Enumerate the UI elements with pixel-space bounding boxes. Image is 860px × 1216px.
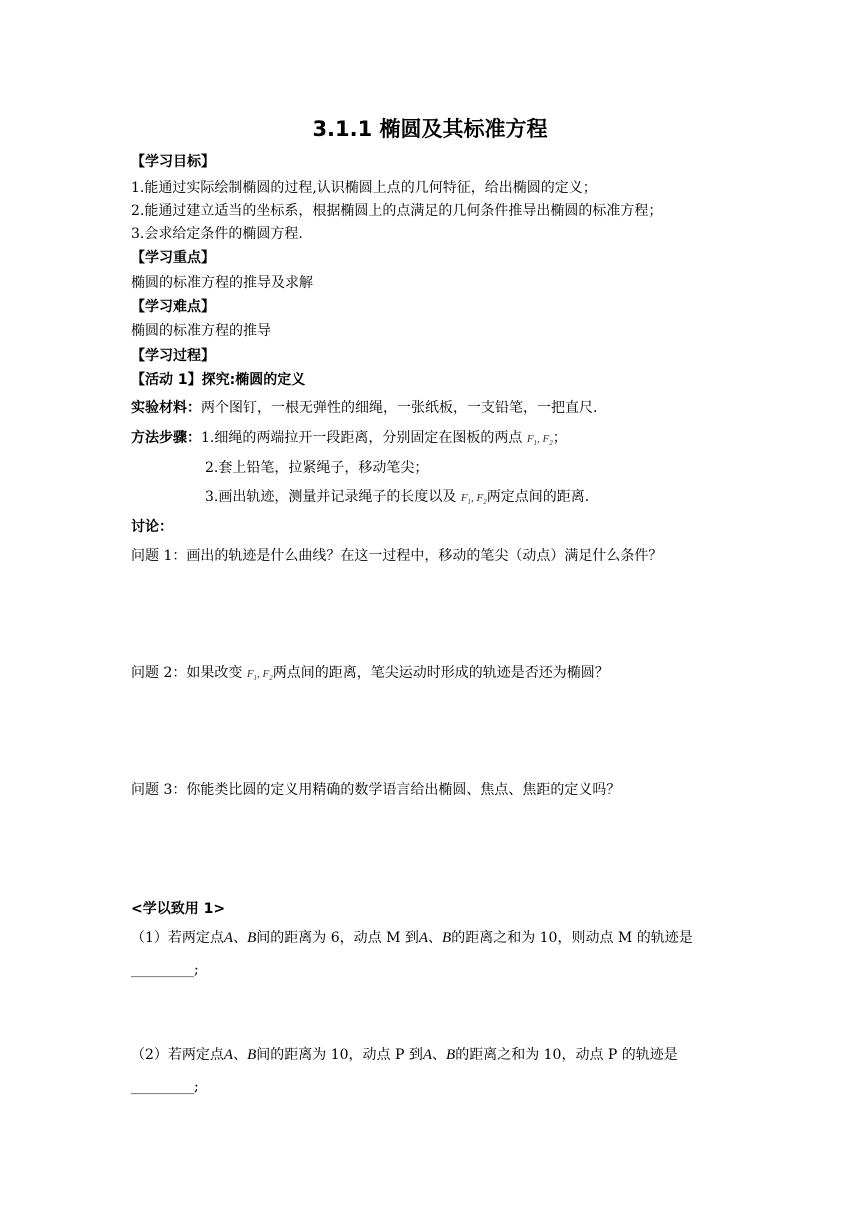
activity1-bracket: 【活动 1】 [131, 372, 202, 388]
materials-label: 实验材料： [131, 400, 201, 416]
objectives-heading: 【学习目标】 [131, 154, 215, 170]
question-1: 问题 1：画出的轨迹是什么曲线？在这一过程中，移动的笔尖（动点）满足什么条件？ [131, 548, 663, 564]
step-1-text: 1.细绳的两端拉开一段距离，分别固定在图板的两点 [201, 430, 523, 446]
discussion-label: 讨论： [131, 519, 173, 535]
step-3-line: 3.画出轨迹，测量并记录绳子的长度以及 $F_1$, $F_2$两定点间的距离. [205, 489, 590, 507]
objective-item-3: 3.会求给定条件的椭圆方程. [131, 226, 303, 242]
key-points-heading: 【学习重点】 [131, 250, 215, 266]
steps-label: 方法步骤： [131, 430, 201, 446]
answer-blank-2[interactable]: _________; [131, 1079, 199, 1095]
materials-text: 两个图钉，一根无弹性的细绳，一张纸板，一支铅笔，一把直尺. [201, 400, 598, 416]
application-heading: <学以致用 1> [131, 901, 226, 917]
step-1-line: 方法步骤：1.细绳的两端拉开一段距离，分别固定在图板的两点 $F_1$, $F_2$； [131, 430, 567, 448]
f1-f2-symbol: $F_1$, $F_2$ [460, 492, 487, 507]
application-item-1: （1）若两定点A、B间的距离为 6，动点 M 到A、B的距离之和为 10，则动点 M 的轨迹是 [131, 930, 693, 946]
activity1-title: 探究:椭圆的定义 [201, 372, 306, 388]
process-heading: 【学习过程】 [131, 348, 215, 364]
application-item-2: （2）若两定点A、B间的距离为 10，动点 P 到A、B的距离之和为 10，动点 P 的轨迹是 [131, 1047, 678, 1063]
difficulties-text: 椭圆的标准方程的推导 [131, 323, 271, 339]
step-2-text: 2.套上铅笔，拉紧绳子，移动笔尖； [205, 460, 429, 476]
key-points-text: 椭圆的标准方程的推导及求解 [131, 275, 313, 291]
f1-f2-symbol: $F_1$, $F_2$ [526, 433, 553, 448]
objective-item-2: 2.能通过建立适当的坐标系，根据椭圆上的点满足的几何条件推导出椭圆的标准方程； [131, 203, 663, 219]
f1-f2-symbol: $F_1$, $F_2$ [246, 668, 273, 683]
question-2-line: 问题 2：如果改变 $F_1$, $F_2$两点间的距离，笔尖运动时形成的轨迹是否还为椭圆？ [131, 665, 609, 683]
page-title: 3.1.1 椭圆及其标准方程 [312, 117, 548, 141]
difficulties-heading: 【学习难点】 [131, 299, 215, 315]
objective-item-1: 1.能通过实际绘制椭圆的过程,认识椭圆上点的几何特征，给出椭圆的定义； [131, 180, 597, 196]
question-3: 问题 3：你能类比圆的定义用精确的数学语言给出椭圆、焦点、焦距的定义吗？ [131, 782, 621, 798]
step-3-text: 3.画出轨迹，测量并记录绳子的长度以及 [205, 489, 457, 505]
answer-blank-1[interactable]: _________; [131, 962, 199, 978]
materials-line [131, 398, 597, 418]
activity1-heading [131, 370, 305, 390]
question-2-text: 问题 2：如果改变 [131, 665, 243, 681]
